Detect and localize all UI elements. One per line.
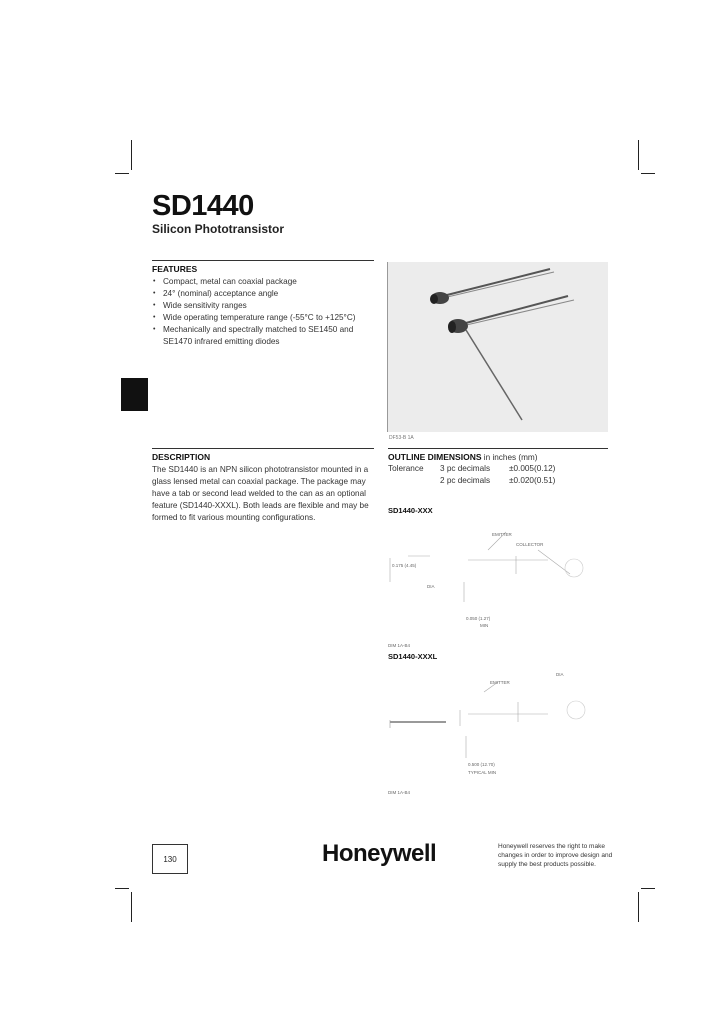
drawing-2-dia: DIA — [556, 672, 564, 677]
outline-rule — [388, 448, 608, 449]
crop-mark-top-left-h — [115, 173, 129, 174]
drawing-2-label: SD1440-XXXL — [388, 652, 438, 661]
page-subtitle: Silicon Phototransistor — [152, 222, 285, 236]
outline-heading — [388, 452, 537, 462]
photo-caption: DF53-B 1A — [389, 435, 414, 441]
crop-mark-bottom-right-h — [641, 888, 655, 889]
features-heading: FEATURES — [152, 264, 198, 274]
honeywell-logo: Honeywell — [322, 840, 437, 867]
tolerance-value-3: ±0.005(0.12) — [509, 464, 556, 473]
phototransistor-image — [388, 262, 608, 432]
feature-item: • Wide sensitivity ranges — [152, 300, 374, 312]
crop-mark-bottom-left-v — [131, 892, 132, 922]
outline-heading-rest: in inches (mm) — [481, 453, 538, 462]
drawing-2-dim: 0.500 (12.70) — [468, 762, 495, 767]
page-number: 130 — [163, 854, 177, 864]
product-photo — [388, 262, 608, 432]
drawing-1-dim-1: 0.175 (4.45) — [392, 563, 417, 568]
features-rule — [152, 260, 374, 261]
drawing-1-dia: DIA — [427, 584, 435, 589]
drawing-1-dim-2: 0.050 (1.27) — [466, 616, 491, 621]
description-text: The SD1440 is an NPN silicon phototransistor mounted in a glass lensed metal can coaxial package. The package may have a tab or second lead welded to the can as an optional feature (SD1440-XXXL). Both leads are flexible and may be formed to fit various mounting configurations. — [152, 465, 369, 522]
features-list — [152, 276, 374, 348]
crop-mark-top-right-v — [638, 140, 639, 170]
feature-item: • Compact, metal can coaxial package — [152, 276, 374, 288]
outline-heading-bold: OUTLINE DIMENSIONS — [388, 452, 482, 462]
tolerance-label: Tolerance — [388, 464, 424, 473]
footer-notice: Honeywell reserves the right to make changes in order to improve design and supply the best products possible. — [498, 843, 613, 868]
crop-mark-top-right-h — [641, 173, 655, 174]
drawing-2-code: DIM 1A-B4 — [388, 790, 411, 795]
drawing-1-code: DIM 1A-B4 — [388, 643, 411, 648]
description-rule — [152, 448, 374, 449]
drawing-2-typical: TYPICAL MIN — [468, 770, 497, 775]
drawing-1-min: MIN — [480, 623, 489, 628]
tolerance-value-2: ±0.020(0.51) — [509, 476, 556, 485]
crop-mark-top-left-v — [131, 140, 132, 170]
tolerance-decimals-3: 3 pc decimals — [440, 464, 491, 473]
page-title: SD1440 — [152, 190, 254, 222]
drawing-1-label: SD1440-XXX — [388, 506, 433, 515]
tolerance-decimals-2: 2 pc decimals — [440, 476, 491, 485]
feature-item: • Wide operating temperature range (-55°C to +125°C) — [152, 312, 374, 324]
feature-item: • 24° (nominal) acceptance angle — [152, 288, 374, 300]
crop-mark-bottom-left-h — [115, 888, 129, 889]
drawing-1-collector: COLLECTOR — [516, 542, 544, 547]
drawing-2-emitter: EMITTER — [490, 680, 510, 685]
crop-mark-bottom-right-v — [638, 892, 639, 922]
description-heading: DESCRIPTION — [152, 452, 211, 462]
feature-item: • Mechanically and spectrally matched to SE1450 and SE1470 infrared emitting diodes — [152, 324, 374, 348]
drawing-1-emitter: EMITTER — [492, 532, 512, 537]
section-tab — [121, 378, 148, 411]
page-number-box — [152, 844, 188, 874]
